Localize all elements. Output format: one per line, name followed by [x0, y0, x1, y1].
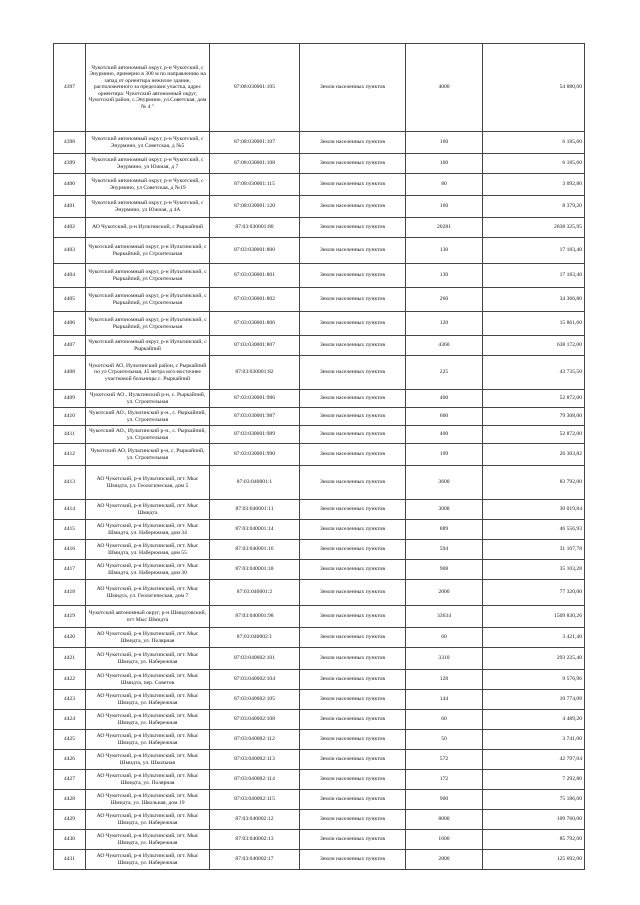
table-row	[54, 830, 585, 850]
area-cell: 2800	[406, 850, 483, 870]
table-row	[54, 710, 585, 730]
row-number: 4423	[54, 690, 86, 710]
row-number: 4403	[54, 238, 86, 264]
row-number: 4406	[54, 312, 86, 336]
area-cell: 908	[406, 560, 483, 580]
cadastral-number-cell: 87:03:040001:18	[210, 560, 300, 580]
area-cell: 50	[406, 730, 483, 750]
land-category-cell: Земли населенных пунктов	[300, 810, 406, 830]
table-row	[54, 174, 585, 196]
area-cell: 400	[406, 426, 483, 444]
land-category-cell: Земли населенных пунктов	[300, 790, 406, 810]
row-number: 4418	[54, 580, 86, 606]
cadastral-value-cell: 83 792,00	[483, 466, 585, 500]
land-category-cell: Земли населенных пунктов	[300, 770, 406, 790]
address-cell: АО Чукотский, р-н Иультинский, пгт. Мыс Шмидта, ул. Набережная	[86, 710, 210, 730]
row-number: 4401	[54, 196, 86, 218]
area-cell: 144	[406, 690, 483, 710]
address-cell: АО Чукотский, р-н Иультинский, пгт. Мыс Шмидта, ул. Набережная, дом 30	[86, 560, 210, 580]
land-category-cell: Земли населенных пунктов	[300, 336, 406, 356]
cadastral-number-cell: 87:03:030001:802	[210, 288, 300, 312]
table-row	[54, 196, 585, 218]
address-cell: Чукотский автономный округ, р-н Чукотский, с Энурмино, ул Советская, д №5	[86, 132, 210, 154]
area-cell: 572	[406, 750, 483, 770]
cadastral-number-cell: 87:03:040002:12	[210, 810, 300, 830]
address-cell: АО Чукотский, р-н Иультинский, пгт. Мыс Шмидта, ул. Набережная	[86, 830, 210, 850]
table-row	[54, 670, 585, 690]
cadastral-number-cell: 87:03:040002:113	[210, 750, 300, 770]
land-category-cell: Земли населенных пунктов	[300, 154, 406, 174]
land-category-cell: Земли населенных пунктов	[300, 238, 406, 264]
land-category-cell: Земли населенных пунктов	[300, 444, 406, 466]
cadastral-number-cell: 87:08:030001:108	[210, 154, 300, 174]
land-category-cell: Земли населенных пунктов	[300, 196, 406, 218]
land-category-cell: Земли населенных пунктов	[300, 356, 406, 390]
cadastral-number-cell: 87:03:030001:990	[210, 444, 300, 466]
table-row	[54, 218, 585, 238]
cadastral-number-cell: 87:08:030001:120	[210, 196, 300, 218]
row-number: 4416	[54, 540, 86, 560]
cadastral-number-cell: 87:03:040001:11	[210, 500, 300, 520]
area-cell: 130	[406, 238, 483, 264]
table-row	[54, 500, 585, 520]
cadastral-value-cell: 34 366,80	[483, 288, 585, 312]
land-category-cell: Земли населенных пунктов	[300, 174, 406, 196]
row-number: 4422	[54, 670, 86, 690]
cadastral-number-cell: 87:03:040001:1	[210, 466, 300, 500]
address-cell: АО Чукотский, р-н Иультинский, пгт. Мыс Шмидта, ул. Школьная, дом 19	[86, 790, 210, 810]
cadastral-number-cell: 87:08:030001:107	[210, 132, 300, 154]
cadastral-number-cell: 87:03:040002:112	[210, 730, 300, 750]
address-cell: Чукотский автономный округ, р-н Иультинский, с Рыркайпий	[86, 336, 210, 356]
cadastral-number-cell: 87:03:030001:989	[210, 426, 300, 444]
cadastral-value-cell: 4 489,20	[483, 710, 585, 730]
area-cell: 260	[406, 288, 483, 312]
area-cell: 33634	[406, 606, 483, 628]
cadastral-value-cell: 43 735,50	[483, 356, 585, 390]
row-number: 4407	[54, 336, 86, 356]
land-category-cell: Земли населенных пунктов	[300, 218, 406, 238]
table-row	[54, 690, 585, 710]
land-category-cell: Земли населенных пунктов	[300, 312, 406, 336]
row-number: 4421	[54, 648, 86, 670]
area-cell: 160	[406, 132, 483, 154]
address-cell: АО Чукотский, р-н Иультинский, пгт. Мыс Шмидта, ул. Набережная, дом 55	[86, 540, 210, 560]
cadastral-value-cell: 293 225,40	[483, 648, 585, 670]
row-number: 4408	[54, 356, 86, 390]
row-number: 4425	[54, 730, 86, 750]
address-cell: АО Чукотский, р-н Иультинский, пгт. Мыс Шмидта, ул. Набережная, дом 34	[86, 520, 210, 540]
table-row	[54, 288, 585, 312]
address-cell: Чукотский АО, Иультинский район, с Рыркайпий по ул Строительная, 45 метра юго-восточнее участковой больницы с. Рыркайпий	[86, 356, 210, 390]
land-category-cell: Земли населенных пунктов	[300, 540, 406, 560]
cadastral-number-cell: 87:08:030001:105	[210, 44, 300, 132]
cadastral-value-cell: 15 861,60	[483, 312, 585, 336]
area-cell: 199	[406, 444, 483, 466]
cadastral-number-cell: 87:03:040002:101	[210, 648, 300, 670]
area-cell: 2000	[406, 580, 483, 606]
land-category-cell: Земли населенных пунктов	[300, 850, 406, 870]
land-category-cell: Земли населенных пунктов	[300, 750, 406, 770]
address-cell: АО Чукотский, р-н Иультинский, с Рыркайпий	[86, 218, 210, 238]
address-cell: Чукотский АО., Иультинский р-н., с. Рыркайпий, ул. Строительная	[86, 408, 210, 426]
address-cell: АО Чукотский, р-н Иультинский, пгт. Мыс Шмидта, ул. Набережная	[86, 810, 210, 830]
area-cell: 20281	[406, 218, 483, 238]
row-number: 4426	[54, 750, 86, 770]
row-number: 4398	[54, 132, 86, 154]
address-cell: Чукотский автономный округ, р-н Шмидтовский, пгт Мыс Шмидта	[86, 606, 210, 628]
table-row	[54, 238, 585, 264]
cadastral-value-cell: 54 880,00	[483, 44, 585, 132]
land-category-cell: Земли населенных пунктов	[300, 730, 406, 750]
table-row	[54, 426, 585, 444]
land-category-cell: Земли населенных пунктов	[300, 390, 406, 408]
table-row	[54, 154, 585, 174]
cadastral-number-cell: 87:03:040002:13	[210, 830, 300, 850]
cadastral-number-cell: 87:03:040002:1	[210, 628, 300, 648]
table-row	[54, 560, 585, 580]
table-row	[54, 770, 585, 790]
cadastral-value-cell: 10 774,08	[483, 690, 585, 710]
row-number: 4424	[54, 710, 86, 730]
table-row	[54, 408, 585, 426]
table-row	[54, 312, 585, 336]
land-category-cell: Земли населенных пунктов	[300, 408, 406, 426]
land-category-cell: Земли населенных пунктов	[300, 690, 406, 710]
table-row	[54, 540, 585, 560]
row-number: 4405	[54, 288, 86, 312]
area-cell: 4360	[406, 336, 483, 356]
table-row	[54, 580, 585, 606]
cadastral-value-cell: 30 019,84	[483, 500, 585, 520]
address-cell: АО Чукотский, р-н Иультинский, пгт. Мыс Шмидта, ул. Полярная	[86, 628, 210, 648]
address-cell: Чукотский автономный округ, р-н Иультинский, с Рыркайпий, ул Строительная	[86, 264, 210, 288]
cadastral-value-cell: 6 185,60	[483, 132, 585, 154]
land-category-cell: Земли населенных пунктов	[300, 426, 406, 444]
area-cell: 130	[406, 264, 483, 288]
table-row	[54, 466, 585, 500]
table-row	[54, 390, 585, 408]
row-number: 4428	[54, 790, 86, 810]
land-category-cell: Земли населенных пунктов	[300, 580, 406, 606]
table-row	[54, 628, 585, 648]
cadastral-value-cell: 3 092,80	[483, 174, 585, 196]
land-category-cell: Земли населенных пунктов	[300, 264, 406, 288]
table-row	[54, 132, 585, 154]
cadastral-value-cell: 85 792,00	[483, 830, 585, 850]
cadastral-number-cell: 87:03:040002:104	[210, 670, 300, 690]
cadastral-value-cell: 52 872,00	[483, 426, 585, 444]
row-number: 4429	[54, 810, 86, 830]
cadastral-number-cell: 87:03:030001:986	[210, 390, 300, 408]
cadastral-value-cell: 7 292,80	[483, 770, 585, 790]
cadastral-number-cell: 87:03:030001:807	[210, 336, 300, 356]
row-number: 4413	[54, 466, 86, 500]
land-category-cell: Земли населенных пунктов	[300, 500, 406, 520]
address-cell: АО Чукотский, р-н Иультинский, пгт. Мыс Шмидта, ул. Набережная	[86, 850, 210, 870]
cadastral-number-cell: 87:03:030001:987	[210, 408, 300, 426]
address-cell: АО Чукотский, р-н Иультинский, пгт. Мыс Шмидта, ул. Набережная	[86, 648, 210, 670]
cadastral-number-cell: 87:03:030001:800	[210, 238, 300, 264]
row-number: 4410	[54, 408, 86, 426]
table-row	[54, 336, 585, 356]
cadastral-number-cell: 87:03:040002:108	[210, 710, 300, 730]
row-number: 4427	[54, 770, 86, 790]
land-category-cell: Земли населенных пунктов	[300, 628, 406, 648]
row-number: 4399	[54, 154, 86, 174]
area-cell: 594	[406, 540, 483, 560]
cadastral-number-cell: 87:03:040001:2	[210, 580, 300, 606]
address-cell: Чукотский автономный округ, р-н Иультинский, с Рыркайпий, ул Строительная	[86, 288, 210, 312]
table-row	[54, 520, 585, 540]
cadastral-value-cell: 31 107,78	[483, 540, 585, 560]
row-number: 4402	[54, 218, 86, 238]
cadastral-number-cell: 87:03:040002:115	[210, 790, 300, 810]
row-number: 4409	[54, 390, 86, 408]
address-cell: Чукотский автономный округ, р-н Иультинский, с Рыркайпий, ул Строительная	[86, 312, 210, 336]
area-cell: 900	[406, 790, 483, 810]
row-number: 4397	[54, 44, 86, 132]
registry-table-body	[54, 44, 585, 870]
address-cell: АО Чукотский, р-н Иультинский, пгт. Мыс Шмидта, ул. Геологическая, дом 7	[86, 580, 210, 606]
cadastral-number-cell: 87:03:040002:105	[210, 690, 300, 710]
address-cell: Чукотский автономный округ, р-н Чукотский, с Энурмино, ул Южная, д 4А	[86, 196, 210, 218]
area-cell: 225	[406, 356, 483, 390]
land-category-cell: Земли населенных пунктов	[300, 648, 406, 670]
cadastral-value-cell: 3 421,40	[483, 628, 585, 648]
table-row	[54, 730, 585, 750]
area-cell: 60	[406, 710, 483, 730]
row-number: 4414	[54, 500, 86, 520]
cadastral-number-cell: 87:08:030001:115	[210, 174, 300, 196]
cadastral-value-cell: 75 186,00	[483, 790, 585, 810]
cadastral-value-cell: 125 692,00	[483, 850, 585, 870]
cadastral-value-cell: 46 556,93	[483, 520, 585, 540]
row-number: 4420	[54, 628, 86, 648]
cadastral-value-cell: 52 872,00	[483, 390, 585, 408]
row-number: 4415	[54, 520, 86, 540]
area-cell: 8000	[406, 810, 483, 830]
cadastral-number-cell: 87:03:030001:806	[210, 312, 300, 336]
cadastral-number-cell: 87:03:040002:114	[210, 770, 300, 790]
row-number: 4412	[54, 444, 86, 466]
address-cell: АО Чукотский, р-н Иультинский, пгт. Мыс Шмидта, ул. Набережная	[86, 690, 210, 710]
address-cell: АО Чукотский, р-н Иультинский, пгт. Мыс Шмидта	[86, 500, 210, 520]
table-row	[54, 356, 585, 390]
address-cell: АО Чукотский, р-н Иультинский, пгт. Мыс Шмидта, ул. Школьная	[86, 750, 210, 770]
cadastral-value-cell: 26 303,82	[483, 444, 585, 466]
cadastral-value-cell: 109 760,00	[483, 810, 585, 830]
land-category-cell: Земли населенных пунктов	[300, 132, 406, 154]
cadastral-value-cell: 9 576,96	[483, 670, 585, 690]
address-cell: Чукотский АО., Иультинский р-н., с. Рыркайпий, ул. Строительная	[86, 426, 210, 444]
cadastral-value-cell: 2838 325,95	[483, 218, 585, 238]
address-cell: Чукотский АО, Иультинский р-н, с. Рыркайпий, ул. Строительная	[86, 444, 210, 466]
table-row	[54, 790, 585, 810]
land-category-cell: Земли населенных пунктов	[300, 288, 406, 312]
cadastral-number-cell: 87:03:040001:98	[210, 606, 300, 628]
cadastral-value-cell: 79 308,00	[483, 408, 585, 426]
land-category-cell: Земли населенных пунктов	[300, 44, 406, 132]
cadastral-value-cell: 42 797,04	[483, 750, 585, 770]
cadastral-value-cell: 6 185,60	[483, 154, 585, 174]
area-cell: 80	[406, 174, 483, 196]
land-category-cell: Земли населенных пунктов	[300, 710, 406, 730]
area-cell: 4000	[406, 44, 483, 132]
address-cell: Чукотский автономный округ, р-н Иультинский, с Рыркайпий, ул Строительная	[86, 238, 210, 264]
table-row	[54, 264, 585, 288]
cadastral-value-cell: 35 103,28	[483, 560, 585, 580]
address-cell: Чукотский автономный округ, р-н Чукотский, с Энурмино, примерно в 300 м по направлению на запад от ориентира нежилое здание, расположенного за пределами участка, адрес ориентира: Чукотский автономный округ, Чукотский район, с.Энурмино, ул.Советская, дом № 4 "	[86, 44, 210, 132]
address-cell: АО Чукотский, р-н Иультинский, пгт. Мыс Шмидта, ул. Набережная	[86, 730, 210, 750]
land-category-cell: Земли населенных пунктов	[300, 830, 406, 850]
area-cell: 60	[406, 628, 483, 648]
area-cell: 1600	[406, 830, 483, 850]
area-cell: 120	[406, 312, 483, 336]
cadastral-number-cell: 87:03:040001:16	[210, 540, 300, 560]
table-row	[54, 606, 585, 628]
address-cell: АО Чукотский, р-н Иультинский, пгт. Мыс Шмидта, ул. Геологическая, дом 5	[86, 466, 210, 500]
area-cell: 889	[406, 520, 483, 540]
cadastral-number-cell: 87:03:030001:80	[210, 218, 300, 238]
row-number: 4417	[54, 560, 86, 580]
cadastral-number-cell: 87:03:030001:801	[210, 264, 300, 288]
land-registry-table	[53, 43, 585, 870]
cadastral-number-cell: 87:03:040001:14	[210, 520, 300, 540]
row-number: 4431	[54, 850, 86, 870]
area-cell: 3008	[406, 500, 483, 520]
area-cell: 160	[406, 196, 483, 218]
land-category-cell: Земли населенных пунктов	[300, 466, 406, 500]
area-cell: 600	[406, 408, 483, 426]
land-category-cell: Земли населенных пунктов	[300, 606, 406, 628]
address-cell: Чукотский автономный округ, р-н Чукотский, с Энурмино, ул Южная, д 7	[86, 154, 210, 174]
cadastral-value-cell: 638 172,00	[483, 336, 585, 356]
cadastral-value-cell: 3 741,00	[483, 730, 585, 750]
table-row	[54, 444, 585, 466]
cadastral-number-cell: 87:03:040002:17	[210, 850, 300, 870]
address-cell: АО Чукотский, р-н Иультинский, пгт. Мыс Шмидта, ул. Полярная	[86, 770, 210, 790]
table-row	[54, 810, 585, 830]
area-cell: 3310	[406, 648, 483, 670]
table-row	[54, 750, 585, 770]
cadastral-value-cell: 1509 830,26	[483, 606, 585, 628]
land-category-cell: Земли населенных пунктов	[300, 670, 406, 690]
table-row	[54, 850, 585, 870]
area-cell: 160	[406, 154, 483, 174]
table-row	[54, 648, 585, 670]
table-row	[54, 44, 585, 132]
area-cell: 172	[406, 770, 483, 790]
area-cell: 3600	[406, 466, 483, 500]
cadastral-value-cell: 77 320,00	[483, 580, 585, 606]
address-cell: Чукотский автономный округ, р-н Чукотский, с Энурмино, ул Советская, д №19	[86, 174, 210, 196]
land-category-cell: Земли населенных пунктов	[300, 520, 406, 540]
area-cell: 400	[406, 390, 483, 408]
row-number: 4411	[54, 426, 86, 444]
row-number: 4400	[54, 174, 86, 196]
row-number: 4404	[54, 264, 86, 288]
row-number: 4419	[54, 606, 86, 628]
address-cell: АО Чукотский, р-н Иультинский, пгт. Мыс Шмидта, пер. Советов	[86, 670, 210, 690]
cadastral-value-cell: 17 183,40	[483, 264, 585, 288]
area-cell: 128	[406, 670, 483, 690]
cadastral-value-cell: 17 183,40	[483, 238, 585, 264]
address-cell: Чукотский АО., Иультинский р-н, с. Рыркайпий, ул. Строительная	[86, 390, 210, 408]
row-number: 4430	[54, 830, 86, 850]
cadastral-number-cell: 87:03:030001:82	[210, 356, 300, 390]
land-category-cell: Земли населенных пунктов	[300, 560, 406, 580]
cadastral-value-cell: 8 379,20	[483, 196, 585, 218]
